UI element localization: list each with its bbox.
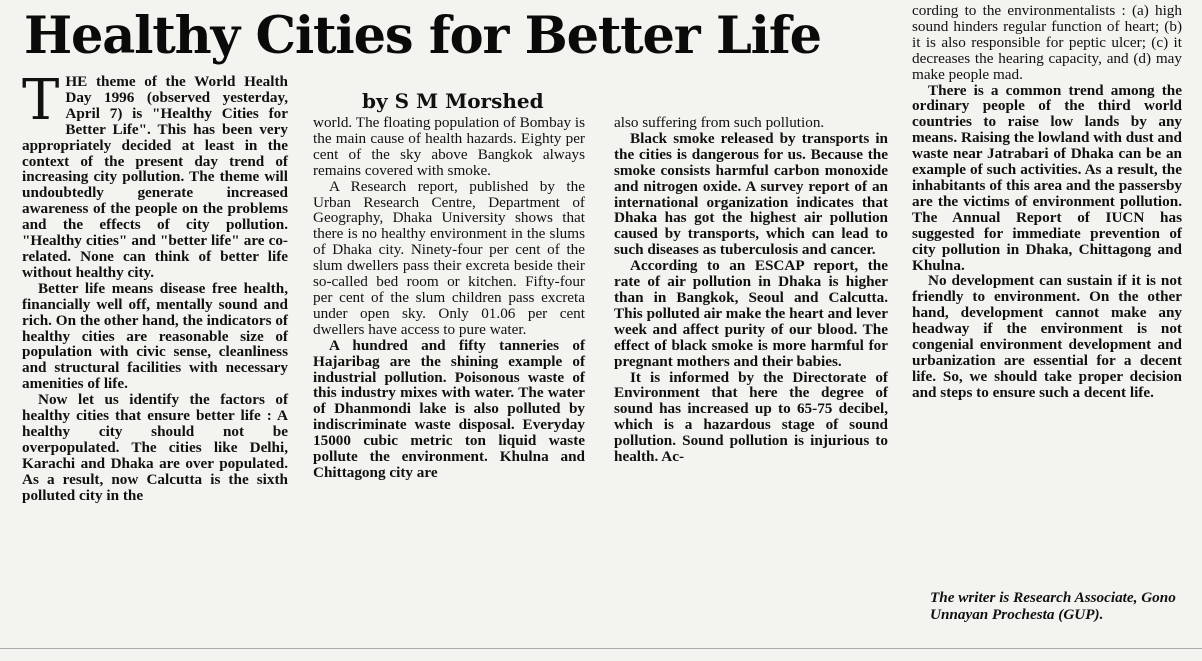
paragraph: Better life means disease free health, financially well off, mentally sound and rich. On the other hand, the indicators of healthy cities are reasonable size of population with civic sense, cleanliness and structural facilities with necessary amenities of life. (22, 279, 288, 393)
paragraph: Black smoke released by transports in the cities is dangerous for us. Because the smoke consists harmful carbon monoxide and nitrogen oxide. A survey report of an international organization indicates that Dhaka has got the highest air pollution caused by transports, which can lead to such diseases as tuberculosis and cancer. (614, 129, 888, 259)
paragraph: A hundred and fifty tanneries of Hajaribag are the shining example of industrial pollution. Poisonous waste of this industry mixes with water. The water of Dhanmondi lake is also polluted by indiscriminate waste disposal. Everyday 15000 cubic metric ton liquid waste pollute the environment. Khulna and Chittagong city are (313, 336, 585, 481)
column-2 (313, 115, 585, 481)
paragraph: There is a common trend among the ordinary people of the third world countries to raise low lands by any means. Raising the lowland with dust and waste near Jatrabari of Dhaka can be an example of such activities. As a result, the inhabitants of this area and the passersby are the victims of environment pollution. The Annual Report of IUCN has suggested for immediate prevention of city pollution in Dhaka, Chittagong and Khulna. (912, 81, 1182, 274)
column-1 (22, 68, 288, 504)
paragraph: cording to the environmentalists : (a) high sound hinders regular function of heart; (b) it is also responsible for peptic ulcer; (c) it decreases the hearing capacity, and (d) may make people mad. (912, 2, 1182, 83)
author-credit: The writer is Research Associate, Gono Unnayan Prochesta (GUP). (930, 589, 1176, 623)
bottom-rule (0, 648, 1202, 649)
paragraph: world. The floating population of Bombay is the main cause of health hazards. Eighty per cent of the sky above Bangkok always remains covered with smoke. (313, 114, 585, 179)
paragraph: No development can sustain if it is not friendly to environment. On the other hand, development cannot make any headway if the environment is not congenial environment development and urbanization are essential for a decent life. So, we should take proper decision and steps to ensure such a decent life. (912, 272, 1182, 401)
column-4 (912, 3, 1182, 401)
column-3 (614, 115, 888, 465)
paragraph: THE theme of the World Health Day 1996 (observed yesterday, April 7) is "Healthy Cities for Better Life". This has been very appropriately decided at least in the context of the present day trend of increasing city pollution. The theme will undoubtedly generate increased awareness of the people on the problems and the effects of city pollution. "Healthy cities" and "better life" are co-related. None can think of better life without healthy city. (22, 68, 288, 281)
paragraph: A Research report, published by the Urban Research Centre, Department of Geography, Dhaka University shows that there is no healthy environment in the slums of Dhaka city. Ninety-four per cent of the slum dwellers pass their excreta beside their so-called bed room or kitchen. Fifty-four per cent of the slum children pass excreta under open sky. Only 01.06 per cent dwellers have access to pure water. (313, 177, 585, 338)
paragraph: Now let us identify the factors of healthy cities that ensure better life : A healthy city should not be overpopulated. The cities like Delhi, Karachi and Dhaka are over populated. As a result, now Calcutta is the sixth polluted city in the (22, 391, 288, 504)
drop-cap: T (22, 68, 60, 133)
paragraph: It is informed by the Directorate of Environment that here the degree of sound has increased up to 65-75 decibel, which is a hazardous stage of sound pollution. Sound pollution is injurious to health. Ac- (614, 368, 888, 466)
byline: by S M Morshed (362, 89, 544, 113)
paragraph: According to an ESCAP report, the rate of air pollution in Dhaka is higher than in Bangkok, Seoul and Calcutta. This polluted air make the heart and lever week and affect purity of our blood. The effect of black smoke is more harmful for pregnant mothers and their babies. (614, 257, 888, 370)
paragraph: also suffering from such pollution. (614, 114, 825, 131)
headline: Healthy Cities for Better Life (24, 6, 821, 66)
